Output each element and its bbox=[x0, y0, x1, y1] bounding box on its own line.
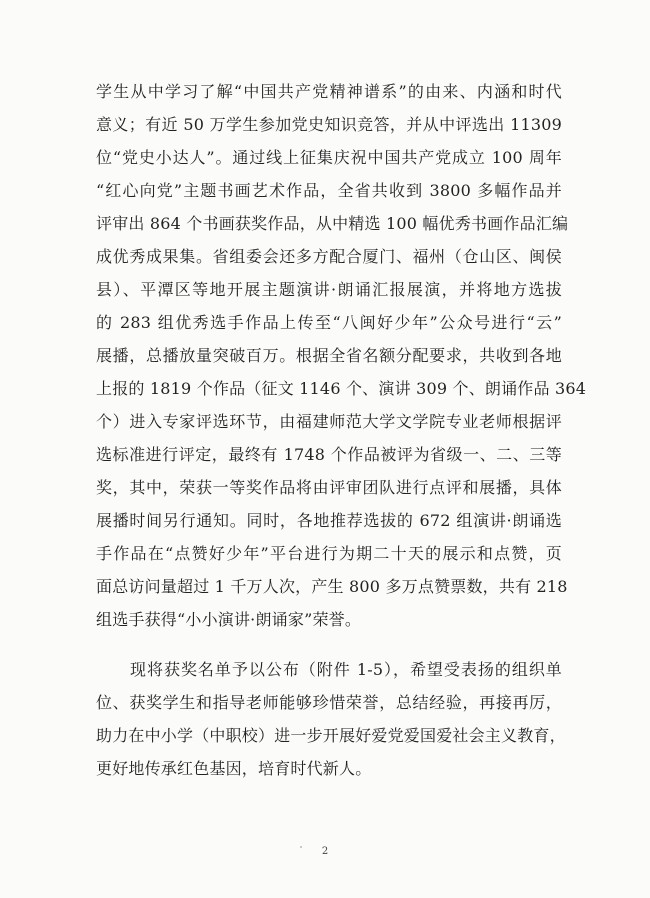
text-line: 学生从中学习了解“中国共产党精神谱系”的由来、内涵和时代 bbox=[96, 82, 562, 101]
text-line: 组选手获得“小小演讲·朗诵家”荣誉。 bbox=[96, 610, 362, 629]
text-line: 意义；有近 50 万学生参加党史知识竞答，并从中评选出 11309 bbox=[96, 115, 562, 134]
text-line: 手作品在“点赞好少年”平台进行为期二十天的展示和点赞，页 bbox=[96, 544, 562, 563]
text-line: 选标准进行评定，最终有 1748 个作品被评为省级一、二、三等 bbox=[96, 445, 562, 464]
text-line: 展播时间另行通知。同时，各地推荐选拔的 672 组演讲·朗诵选 bbox=[96, 511, 562, 530]
text-line: 面总访问量超过 1 千万人次，产生 800 多万点赞票数，共有 218 bbox=[96, 577, 568, 596]
page-number: 2 bbox=[321, 846, 329, 857]
text-line: 上报的 1819 个作品（征文 1146 个、演讲 309 个、朗诵作品 364 bbox=[96, 379, 587, 398]
text-line: 的 283 组优秀选手作品上传至“八闽好少年”公众号进行“云” bbox=[96, 313, 562, 332]
text-line: 现将获奖名单予以公布（附件 1-5），希望受表扬的组织单 bbox=[130, 660, 562, 679]
text-line: 成优秀成果集。省组委会还多方配合厦门、福州（仓山区、闽侯 bbox=[96, 247, 562, 266]
text-line: 更好地传承红色基因，培育时代新人。 bbox=[96, 759, 372, 778]
text-line: 个）进入专家评选环节，由福建师范大学文学院专业老师根据评 bbox=[96, 412, 562, 431]
text-line: 展播，总播放量突破百万。根据全省名额分配要求，共收到各地 bbox=[96, 346, 562, 365]
text-line: 位、获奖学生和指导老师能够珍惜荣誉，总结经验，再接再厉， bbox=[96, 693, 562, 712]
scan-speck bbox=[300, 846, 302, 848]
text-line: 县）、平潭区等地开展主题演讲·朗诵汇报展演，并将地方选拔 bbox=[96, 280, 562, 299]
text-line: “红心向党”主题书画艺术作品，全省共收到 3800 多幅作品并 bbox=[96, 181, 562, 200]
text-line: 评审出 864 个书画获奖作品，从中精选 100 幅优秀书画作品汇编 bbox=[96, 214, 569, 233]
text-line: 奖，其中，荣获一等奖作品将由评审团队进行点评和展播，具体 bbox=[96, 478, 562, 497]
text-line: 助力在中小学（中职校）进一步开展好爱党爱国爱社会主义教育， bbox=[96, 726, 566, 745]
text-line: 位“党史小达人”。通过线上征集庆祝中国共产党成立 100 周年 bbox=[96, 148, 562, 167]
